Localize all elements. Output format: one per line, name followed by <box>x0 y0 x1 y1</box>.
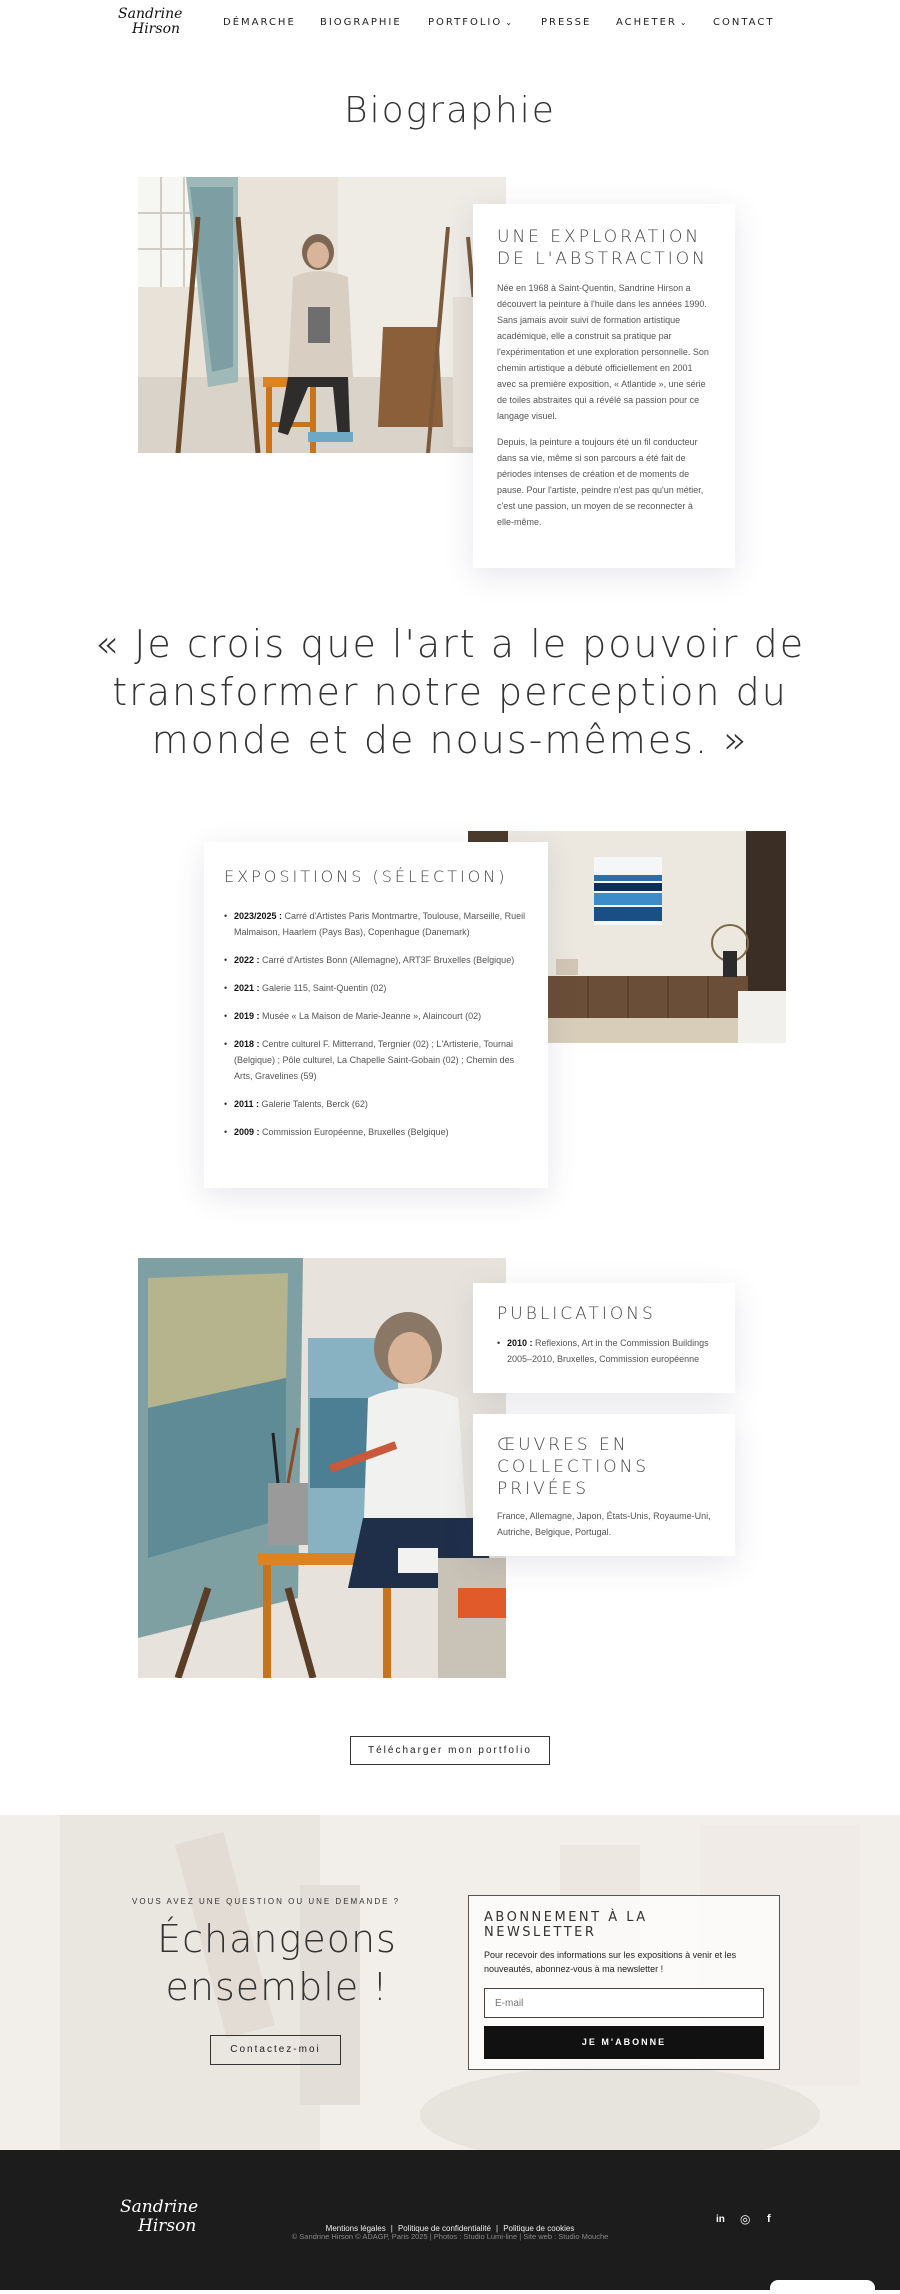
copyright: © Sandrine Hirson © ADAGP, Paris 2025 | Photos : Studio Lumi-line | Site web : Studio Mouche <box>291 2232 609 2241</box>
chevron-down-icon: ⌄ <box>505 18 512 27</box>
year-label: 2009 : <box>234 1127 260 1137</box>
nav-label: BIOGRAPHIE <box>320 17 402 28</box>
contact-section <box>0 1815 900 2150</box>
list-item <box>224 980 528 996</box>
list-item <box>497 1335 711 1367</box>
list-item <box>224 1124 528 1140</box>
item-text: Reflexions, Art in the Commission Buildings 2005–2010, Bruxelles, Commission européenne <box>507 1338 709 1364</box>
newsletter-box <box>468 1895 780 2070</box>
nav-demarche[interactable] <box>223 17 296 28</box>
artist-painting-photo <box>138 1258 506 1678</box>
download-portfolio-button[interactable]: Télécharger mon portfolio <box>350 1736 550 1765</box>
expositions-card <box>204 842 548 1188</box>
item-text: Musée « La Maison de Marie-Jeanne », Alaincourt (02) <box>259 1011 482 1021</box>
email-field[interactable] <box>484 1988 764 2018</box>
year-label: 2022 : <box>234 955 260 965</box>
item-text: Carré d'Artistes Paris Montmartre, Toulouse, Marseille, Rueil Malmaison, Haarlem (Pays Bas), Copenhague (Danemark) <box>234 911 526 937</box>
item-text: Centre culturel F. Mitterrand, Tergnier (02) ; L'Artisterie, Tournai (Belgique) ; Pôle culturel, La Chapelle Saint-Gobain (02) ; Chemin des Arts, Gravelines (59) <box>234 1039 515 1081</box>
list-item <box>224 908 528 940</box>
newsletter-heading: ABONNEMENT À LA NEWSLETTER <box>484 1910 648 1940</box>
instagram-icon[interactable]: ◎ <box>740 2212 751 2226</box>
collections-card <box>473 1414 735 1556</box>
publications-card <box>473 1283 735 1393</box>
site-logo[interactable] <box>118 7 182 37</box>
page-title: Biographie <box>344 90 556 131</box>
year-label: 2019 : <box>234 1011 260 1021</box>
list-item <box>224 1036 528 1084</box>
expositions-list <box>224 908 528 1140</box>
logo-line2: Hirson <box>132 21 181 37</box>
contact-me-button[interactable]: Contactez-moi <box>210 2035 341 2065</box>
item-text: Commission Européenne, Bruxelles (Belgique) <box>259 1127 449 1137</box>
privacy-policy-link[interactable]: Politique de confidentialité <box>397 2224 491 2233</box>
nav-portfolio[interactable] <box>428 17 512 28</box>
nav-presse[interactable] <box>541 17 591 28</box>
list-item <box>224 1008 528 1024</box>
cookie-policy-link[interactable]: Politique de cookies <box>503 2224 575 2233</box>
separator: | <box>390 2224 393 2233</box>
nav-label: PRESSE <box>541 17 592 28</box>
nav-label: PORTFOLIO <box>428 17 503 28</box>
publications-list <box>497 1335 711 1367</box>
item-text: Galerie Talents, Berck (62) <box>259 1099 368 1109</box>
nav-label: CONTACT <box>713 17 775 28</box>
logo-line1: Sandrine <box>118 6 183 22</box>
nav-label: ACHETER <box>616 17 677 28</box>
painting-illustration <box>138 1258 506 1678</box>
subscribe-button[interactable]: JE M'ABONNE <box>484 2026 764 2059</box>
intro-paragraph-2: Depuis, la peinture a toujours été un fil conducteur dans sa vie, même si son parcours a été fait de périodes intenses de création et de moments de pause. Pour l'artiste, peindre n'est pas qu'un métier, c'est une passion, un moyen de se reconnecter à elle-même. <box>497 437 704 527</box>
publications-heading: PUBLICATIONS <box>497 1304 656 1324</box>
logo-line2: Hirson <box>138 2216 197 2236</box>
year-label: 2021 : <box>234 983 260 993</box>
nav-acheter[interactable] <box>616 17 687 28</box>
year-label: 2023/2025 : <box>234 911 283 921</box>
contact-title <box>132 1915 422 2011</box>
intro-paragraph-1: Née en 1968 à Saint-Quentin, Sandrine Hirson a découvert la peinture à l'huile dans les années 1990. Sans jamais avoir suivi de formation artistique académique, elle a construit sa pratique par l'expérimentation et une exploration personnelle. Son chemin artistique a débuté officiellement en 2001 avec sa première exposition, « Atlantide », une série de toiles abstraites qui a révélé sa passion pour ce langage visuel. <box>497 283 709 421</box>
newsletter-text: Pour recevoir des informations sur les expositions à venir et les nouveautés, abonnez-vous à ma newsletter ! <box>484 1950 737 1974</box>
nav-biographie[interactable] <box>320 17 402 28</box>
collections-heading: ŒUVRES EN COLLECTIONS PRIVÉES <box>497 1435 650 1499</box>
intro-card <box>473 204 735 568</box>
item-text: Carré d'Artistes Bonn (Allemagne), ART3F Bruxelles (Belgique) <box>259 955 515 965</box>
contact-eyebrow: VOUS AVEZ UNE QUESTION OU UNE DEMANDE ? <box>132 1897 401 1906</box>
nav-contact[interactable] <box>713 17 774 28</box>
list-item <box>224 1096 528 1112</box>
year-label: 2011 : <box>234 1099 260 1109</box>
intro-heading: UNE EXPLORATION DE L'ABSTRACTION <box>497 227 708 269</box>
artist-studio-photo <box>138 177 506 453</box>
legal-notice-link[interactable]: Mentions légales <box>325 2224 386 2233</box>
logo-line1: Sandrine <box>120 2197 199 2217</box>
artist-quote: « Je crois que l'art a le pouvoir de transformer notre perception du monde et de nous-mêmes. » <box>94 622 806 762</box>
facebook-icon[interactable]: f <box>767 2213 771 2225</box>
expositions-heading: EXPOSITIONS (SÉLECTION) <box>224 867 508 886</box>
nav-label: DÉMARCHE <box>223 17 296 28</box>
contact-title-line2: ensemble ! <box>165 1965 389 2009</box>
site-header <box>0 0 900 46</box>
item-text: Galerie 115, Saint-Quentin (02) <box>259 983 387 993</box>
chevron-down-icon: ⌄ <box>679 18 687 27</box>
list-item <box>224 952 528 968</box>
linkedin-icon[interactable]: in <box>716 2214 725 2225</box>
year-label: 2018 : <box>234 1039 260 1049</box>
studio-illustration <box>138 177 506 453</box>
collections-text: France, Allemagne, Japon, États-Unis, Royaume-Uni, Autriche, Belgique, Portugal. <box>497 1511 711 1537</box>
site-footer <box>0 2150 900 2290</box>
contact-title-line1: Échangeons <box>157 1917 397 1961</box>
separator: | <box>496 2224 499 2233</box>
cookie-tab[interactable] <box>770 2280 875 2294</box>
year-label: 2010 : <box>507 1338 533 1348</box>
